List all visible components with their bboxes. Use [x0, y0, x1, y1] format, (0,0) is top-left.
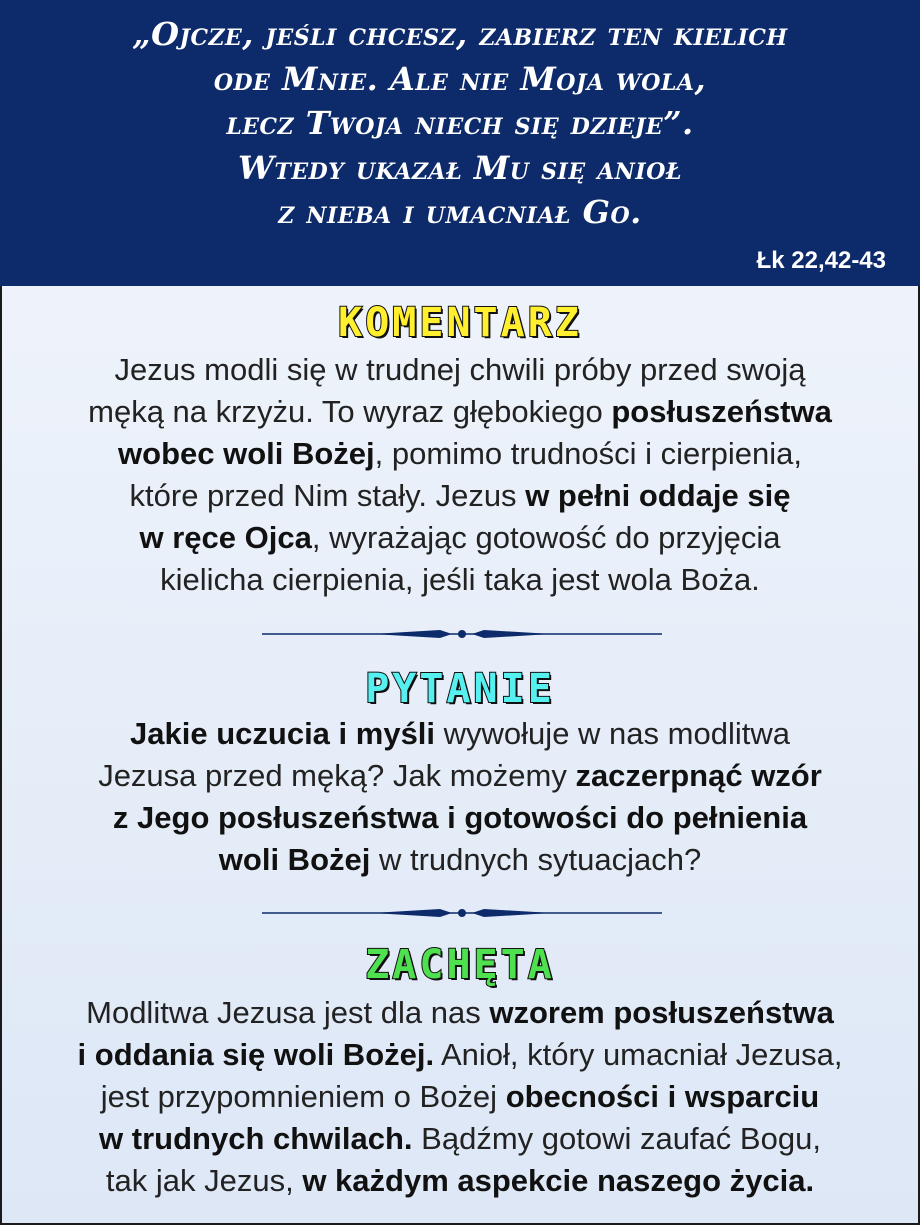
text-run: tak jak Jezus, — [105, 1163, 303, 1198]
pytanie-title: PYTANIE — [365, 666, 555, 712]
komentarz-text — [16, 349, 904, 601]
text-run: kielicha cierpienia, jeśli taka jest wola Boża. — [160, 562, 760, 597]
text-run: Anioł, który umacniał Jezusa, — [434, 1037, 843, 1072]
text-run: Jezusa przed męką? Jak możemy — [98, 758, 576, 793]
quote-line: z nieba i umacniał Go. — [278, 193, 642, 231]
scripture-quote — [0, 12, 920, 235]
zacheta-title: ZACHĘTA — [365, 942, 555, 988]
ornamental-divider — [262, 903, 662, 923]
text-line — [16, 992, 904, 1034]
text-run: Bądźmy gotowi zaufać Bogu, — [412, 1121, 821, 1156]
text-run: , wyrażając gotowość do przyjęcia — [311, 520, 781, 555]
text-line — [16, 391, 904, 433]
bold-text: Jakie uczucia i myśli — [130, 716, 436, 751]
bold-text: wobec woli Bożej — [118, 436, 375, 471]
text-line — [16, 839, 904, 881]
bold-text: wzorem posłuszeństwa — [489, 995, 834, 1030]
text-line — [16, 475, 904, 517]
text-run: , pomimo trudności i cierpienia, — [374, 436, 802, 471]
quote-line: ode Mnie. Ale nie Moja wola, — [213, 59, 707, 98]
bold-text: zaczerpnąć wzór — [575, 758, 822, 793]
text-line — [16, 433, 904, 475]
text-run: Modlitwa Jezusa jest dla nas — [86, 995, 490, 1030]
komentarz-title: KOMENTARZ — [338, 300, 582, 346]
text-line — [16, 797, 904, 839]
text-line — [16, 1118, 904, 1160]
text-line — [16, 1160, 904, 1202]
pytanie-text — [16, 713, 904, 881]
text-run: jest przypomnieniem o Bożej — [100, 1079, 506, 1114]
quote-line: Wtedy ukazał Mu się anioł — [238, 148, 682, 187]
quote-line: lecz Twoja niech się dzieje”. — [226, 104, 694, 142]
bold-text: w pełni oddaje się — [525, 478, 791, 513]
scripture-header — [0, 0, 920, 286]
bold-text: w każdym aspekcie naszego życia. — [302, 1163, 815, 1198]
bold-text: woli Bożej — [218, 842, 371, 877]
text-line — [16, 713, 904, 755]
ornamental-divider — [262, 624, 662, 644]
text-run: które przed Nim stały. Jezus — [129, 478, 526, 513]
bold-text: i oddania się woli Bożej. — [77, 1037, 435, 1072]
text-line — [16, 1076, 904, 1118]
text-run: męką na krzyżu. To wyraz głębokiego — [88, 394, 612, 429]
quote-line: „Ojcze, jeśli chcesz, zabierz ten kielich — [132, 15, 788, 53]
bold-text: posłuszeństwa — [611, 394, 832, 429]
scripture-reference: Łk 22,42-43 — [756, 247, 886, 274]
bold-text: w ręce Ojca — [139, 520, 312, 555]
text-run: wywołuje w nas modlitwa — [435, 716, 790, 751]
bold-text: w trudnych chwilach. — [99, 1121, 413, 1156]
content-panel — [0, 286, 920, 1225]
bold-text: obecności i wsparciu — [505, 1079, 820, 1114]
bold-text: z Jego posłuszeństwa i gotowości do pełnienia — [112, 800, 808, 835]
text-line — [16, 349, 904, 391]
text-run: w trudnych sytuacjach? — [370, 842, 702, 877]
text-line — [16, 755, 904, 797]
zacheta-text — [16, 992, 904, 1202]
text-run: Jezus modli się w trudnej chwili próby przed swoją — [114, 352, 806, 387]
text-line — [16, 517, 904, 559]
text-line — [16, 559, 904, 601]
text-line — [16, 1034, 904, 1076]
